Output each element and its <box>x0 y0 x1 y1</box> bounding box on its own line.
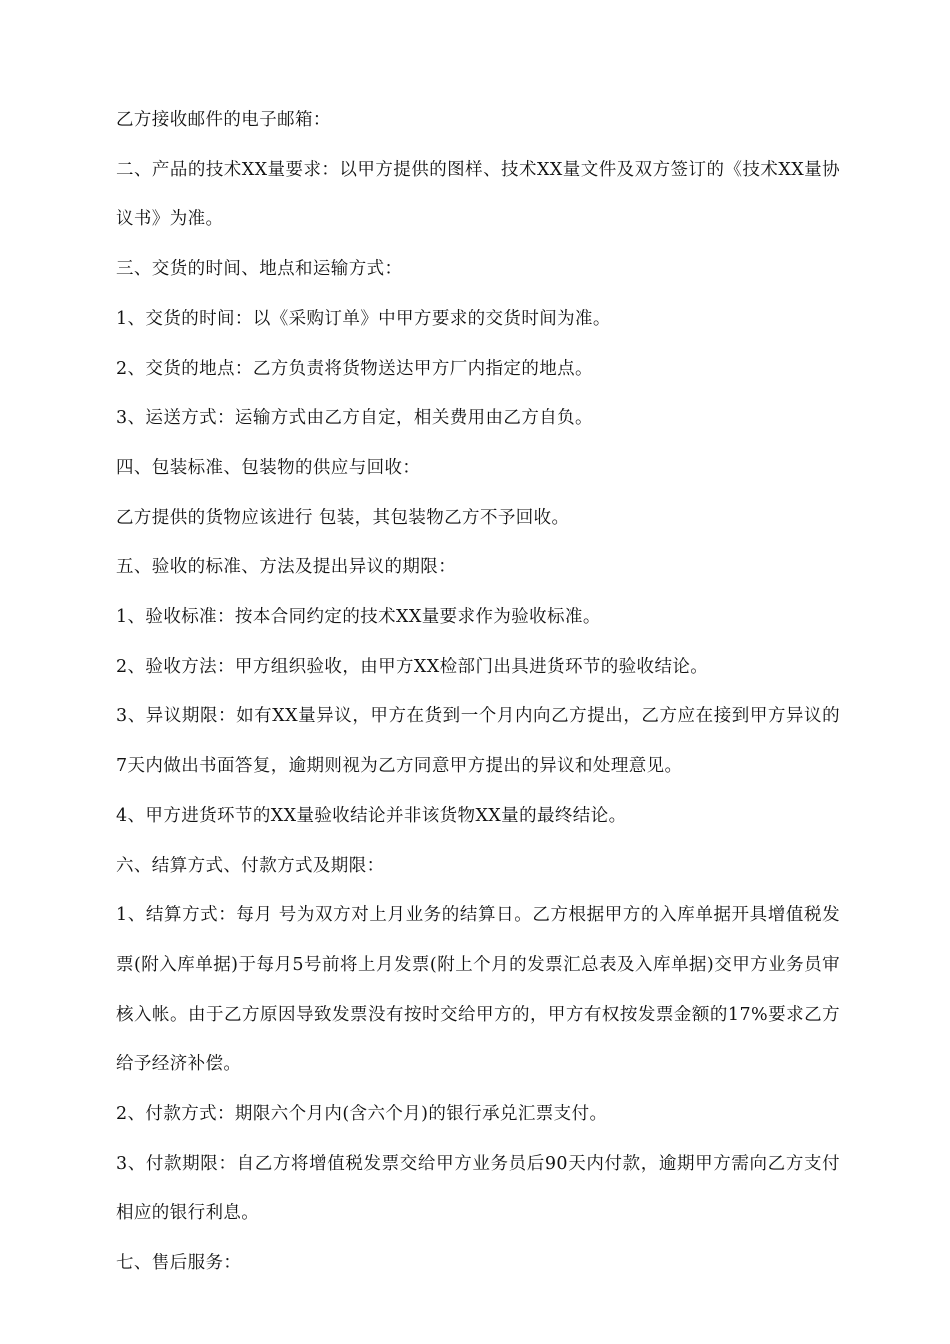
paragraph-inspection-conclusion: 4、甲方进货环节的XX量验收结论并非该货物XX量的最终结论。 <box>116 805 627 826</box>
paragraph-section-3-heading: 三、交货的时间、地点和运输方式： <box>116 259 403 280</box>
paragraph-payment-method: 2、付款方式：期限六个月内(含六个月)的银行承兑汇票支付。 <box>116 1104 608 1125</box>
paragraph-section-5-heading: 五、验收的标准、方法及提出异议的期限： <box>116 557 457 578</box>
paragraph-packaging: 乙方提供的货物应该进行 包装，其包装物乙方不予回收。 <box>116 507 570 528</box>
paragraph-transport-method: 3、运送方式：运输方式由乙方自定，相关费用由乙方自负。 <box>116 408 593 429</box>
paragraph-section-6-heading: 六、结算方式、付款方式及期限： <box>116 855 385 876</box>
paragraph-delivery-time: 1、交货的时间：以《采购订单》中甲方要求的交货时间为准。 <box>116 308 611 329</box>
paragraph-delivery-place: 2、交货的地点：乙方负责将货物送达甲方厂内指定的地点。 <box>116 358 593 379</box>
paragraph-section-7-heading: 七、售后服务： <box>116 1253 242 1274</box>
paragraph-payment-term: 3、付款期限：自乙方将增值税发票交给甲方业务员后90天内付款，逾期甲方需向乙方支付相应的银行利息。 <box>116 1153 840 1224</box>
paragraph-section-2-tech-requirements: 二、产品的技术XX量要求：以甲方提供的图样、技术XX量文件及双方签订的《技术XX量协议书》为准。 <box>116 159 840 230</box>
paragraph-objection-period: 3、异议期限：如有XX量异议，甲方在货到一个月内向乙方提出，乙方应在接到甲方异议的7天内做出书面答复，逾期则视为乙方同意甲方提出的异议和处理意见。 <box>116 706 840 777</box>
paragraph-acceptance-method: 2、验收方法：甲方组织验收，由甲方XX检部门出具进货环节的验收结论。 <box>116 656 709 677</box>
paragraph-email: 乙方接收邮件的电子邮箱： <box>116 110 331 130</box>
paragraph-acceptance-standard: 1、验收标准：按本合同约定的技术XX量要求作为验收标准。 <box>116 607 601 628</box>
document-body <box>116 96 840 1289</box>
paragraph-settlement-method: 1、结算方式：每月 号为双方对上月业务的结算日。乙方根据甲方的入库单据开具增值税发票(附入库单据)于每月5号前将上月发票(附上个月的发票汇总表及入库单据)交甲方业务员审核入帐。由于乙方原因导致发票没有按时交给甲方的，甲方有权按发票金额的17%要求乙方给予经济补偿。 <box>116 905 840 1075</box>
paragraph-section-4-heading: 四、包装标准、包装物的供应与回收： <box>116 457 421 478</box>
